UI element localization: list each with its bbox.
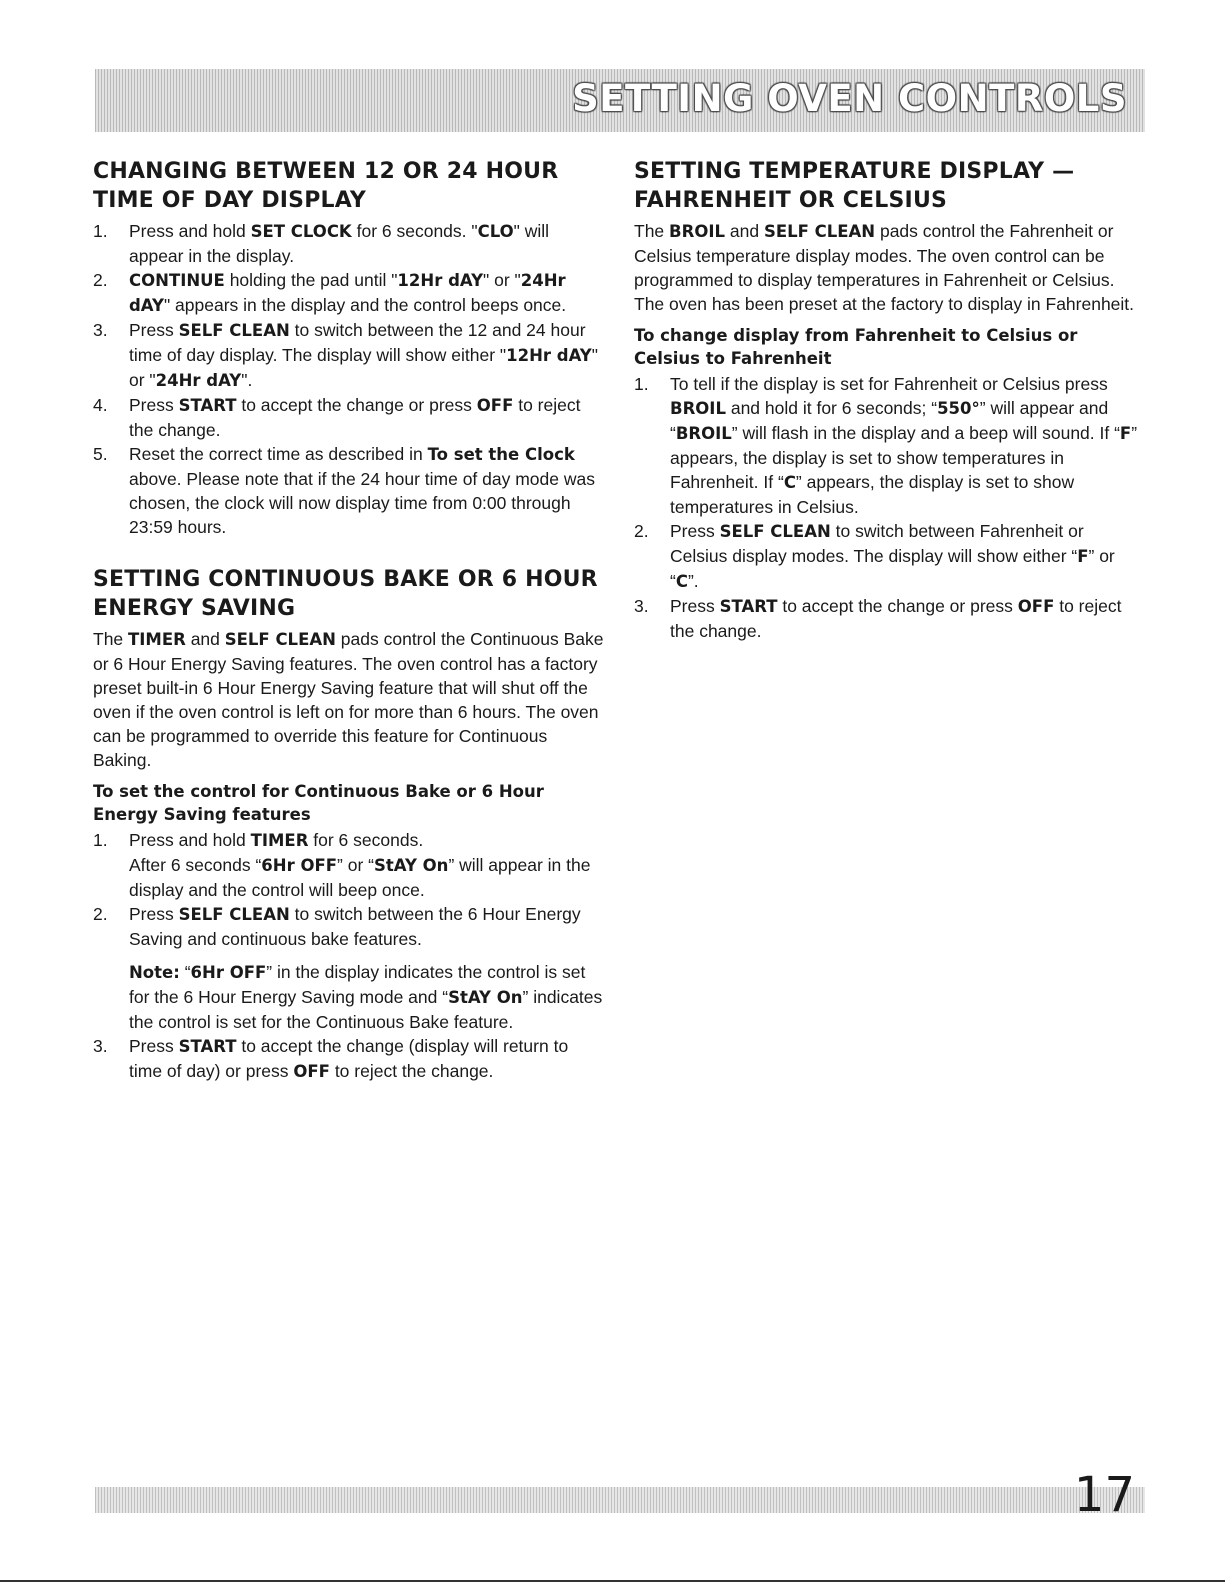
note-label: Note: — [129, 963, 180, 982]
steps-temperature-display — [634, 372, 1144, 643]
section-title-continuous-bake: SETTING CONTINUOUS BAKE OR 6 HOUR ENERGY SAVING — [93, 567, 598, 621]
display-code: C — [783, 473, 796, 492]
key-name: TIMER — [128, 630, 186, 649]
step-text: " or " — [483, 270, 521, 290]
step-text: Press — [129, 904, 179, 924]
step-text: Press — [670, 521, 720, 541]
step-text: To tell if the display is set for Fahrenheit or Celsius press — [670, 374, 1108, 394]
step-text: ” or “ — [337, 855, 374, 875]
step-text: ". — [241, 370, 253, 390]
cross-reference: To set the Clock — [427, 445, 575, 464]
step-text: above. Please note that if the 24 hour time of day mode was chosen, the clock will now display time from 0:00 through 23:59 hours. — [129, 469, 595, 537]
display-code: F — [1077, 547, 1089, 566]
key-name: SET CLOCK — [250, 222, 352, 241]
step-text: to reject the change. — [129, 395, 581, 440]
key-name: START — [178, 1037, 237, 1056]
key-name: SELF CLEAN — [763, 222, 876, 241]
step-text: Press and hold — [129, 830, 251, 850]
step-text: Press — [129, 1036, 179, 1056]
intro-paragraph — [93, 627, 605, 772]
key-name: TIMER — [250, 831, 309, 850]
steps-12-24-hour — [93, 219, 605, 539]
display-code: StAY On — [448, 988, 523, 1007]
display-code: BROIL — [675, 424, 732, 443]
step-number: 1. — [634, 374, 649, 394]
section-title-12-24-hour: CHANGING BETWEEN 12 OR 24 HOUR TIME OF DAY DISPLAY — [93, 159, 559, 213]
step-text: for 6 seconds. " — [351, 221, 478, 241]
step-text: ” appears, the display is set to show temperatures in Fahrenheit. If “ — [670, 423, 1138, 492]
display-code: StAY On — [374, 856, 449, 875]
body-text: The — [634, 221, 670, 241]
step-text: Press — [129, 395, 179, 415]
body-text: The — [93, 629, 129, 649]
step-number: 3. — [634, 596, 649, 616]
step-continuation — [129, 853, 605, 902]
key-name: OFF — [293, 1062, 330, 1081]
section-title-temperature-display: SETTING TEMPERATURE DISPLAY — FAHRENHEIT OR CELSIUS — [634, 159, 1075, 213]
step-text: ” will appear and “ — [670, 398, 1109, 443]
display-code: 12Hr dAY — [397, 271, 484, 290]
list-item — [93, 828, 605, 902]
step-number: 5. — [93, 444, 108, 464]
display-code: CLO — [477, 222, 514, 241]
step-number: 2. — [634, 521, 649, 541]
step-text: Reset the correct time as described in — [129, 444, 428, 464]
step-text: to reject the change. — [670, 596, 1122, 641]
key-name: START — [719, 597, 778, 616]
list-item — [93, 393, 605, 442]
step-number: 1. — [93, 830, 108, 850]
page-section-title: SETTING OVEN CONTROLS — [572, 77, 1127, 120]
step-text: ” indicates the control is set for the Continuous Bake feature. — [129, 987, 603, 1032]
step-text: After 6 seconds “ — [129, 855, 262, 875]
display-code: 12Hr dAY — [506, 346, 592, 365]
step-text: to reject the change. — [329, 1061, 494, 1081]
header-banner — [95, 69, 1145, 132]
key-name: SELF CLEAN — [178, 905, 290, 924]
key-name: START — [178, 396, 237, 415]
step-text: ” or “ — [670, 546, 1115, 591]
footer-banner — [95, 1487, 1145, 1513]
step-text: to switch between Fahrenheit or Celsius display modes. The display will show either “ — [670, 521, 1084, 566]
step-text: ” appears, the display is set to show temperatures in Celsius. — [670, 472, 1075, 517]
step-text: to switch between the 6 Hour Energy Saving and continuous bake features. — [129, 904, 581, 949]
display-code: 24Hr dAY — [129, 271, 566, 315]
key-name: OFF — [476, 396, 514, 415]
step-text: for 6 seconds. — [308, 830, 424, 850]
step-text: Press — [670, 596, 720, 616]
list-item — [634, 372, 1144, 519]
step-text: to switch between the 12 and 24 hour time of day display. The display will show either " — [129, 320, 586, 365]
body-text: pads control the Fahrenheit or Celsius temperature display modes. The oven control can be programmed to display temperatures in Fahrenheit or Celsius. The oven has been preset at the factory to display in Fahrenheit. — [634, 221, 1135, 314]
emphasis: CONTINUE — [129, 271, 225, 290]
step-text: ” will flash in the display and a beep will sound. If “ — [731, 423, 1120, 443]
step-number: 2. — [93, 270, 108, 290]
step-text: ” in the display indicates the control is set for the 6 Hour Energy Saving mode and “ — [129, 962, 586, 1007]
intro-paragraph — [634, 219, 1144, 316]
key-name: BROIL — [670, 399, 726, 418]
step-number: 3. — [93, 1036, 108, 1056]
display-code: 550° — [937, 399, 980, 418]
step-text: Press — [129, 320, 179, 340]
step-text: Press and hold — [129, 221, 251, 241]
body-text: pads control the Continuous Bake or 6 Hour Energy Saving features. The oven control has a factory preset built-in 6 Hour Energy Saving feature that will shut off the oven if the oven control is left on for more than 6 hours. The oven can be programmed to override this feature for Continuous Baking. — [93, 629, 604, 770]
display-code: C — [675, 572, 688, 591]
step-text: to accept the change or press — [236, 395, 477, 415]
step-text: " or " — [129, 345, 598, 390]
step-text: “ — [179, 962, 191, 982]
display-code: 24Hr dAY — [155, 371, 242, 390]
display-code: F — [1119, 424, 1132, 443]
page-number: 17 — [1073, 1467, 1135, 1523]
display-code: 6Hr OFF — [190, 963, 267, 982]
display-code: 6Hr OFF — [261, 856, 338, 875]
note-block — [129, 960, 605, 1034]
body-text: and — [725, 221, 764, 241]
step-text: ” will appear in the display and the control will beep once. — [129, 855, 591, 900]
subsection-title: To set the control for Continuous Bake or 6 Hour Energy Saving features — [93, 782, 544, 824]
step-number: 4. — [93, 395, 108, 415]
page-bottom-rule — [0, 1580, 1225, 1582]
body-text: and — [185, 629, 225, 649]
right-column — [634, 157, 1144, 643]
key-name: SELF CLEAN — [224, 630, 336, 649]
step-text: to accept the change or press — [777, 596, 1018, 616]
list-item — [634, 594, 1144, 643]
list-item — [93, 902, 605, 1034]
key-name: OFF — [1017, 597, 1055, 616]
step-text: and hold it for 6 seconds; “ — [725, 398, 938, 418]
list-item — [93, 268, 605, 318]
key-name: SELF CLEAN — [178, 321, 290, 340]
list-item — [634, 519, 1144, 594]
step-text: to accept the change (display will return to time of day) or press — [129, 1036, 569, 1081]
key-name: BROIL — [669, 222, 725, 241]
step-number: 3. — [93, 320, 108, 340]
list-item — [93, 219, 605, 268]
step-text: holding the pad until " — [224, 270, 398, 290]
steps-continuous-bake — [93, 828, 605, 1084]
list-item — [93, 442, 605, 539]
step-text: ”. — [687, 571, 699, 591]
list-item — [93, 318, 605, 393]
left-column — [93, 157, 605, 1084]
step-number: 2. — [93, 904, 108, 924]
step-text: " appears in the display and the control beeps once. — [163, 295, 567, 315]
subsection-title: To change display from Fahrenheit to Celsius or Celsius to Fahrenheit — [634, 326, 1078, 368]
list-item — [93, 1034, 605, 1084]
key-name: SELF CLEAN — [719, 522, 831, 541]
step-text: " will appear in the display. — [129, 221, 550, 266]
step-number: 1. — [93, 221, 108, 241]
